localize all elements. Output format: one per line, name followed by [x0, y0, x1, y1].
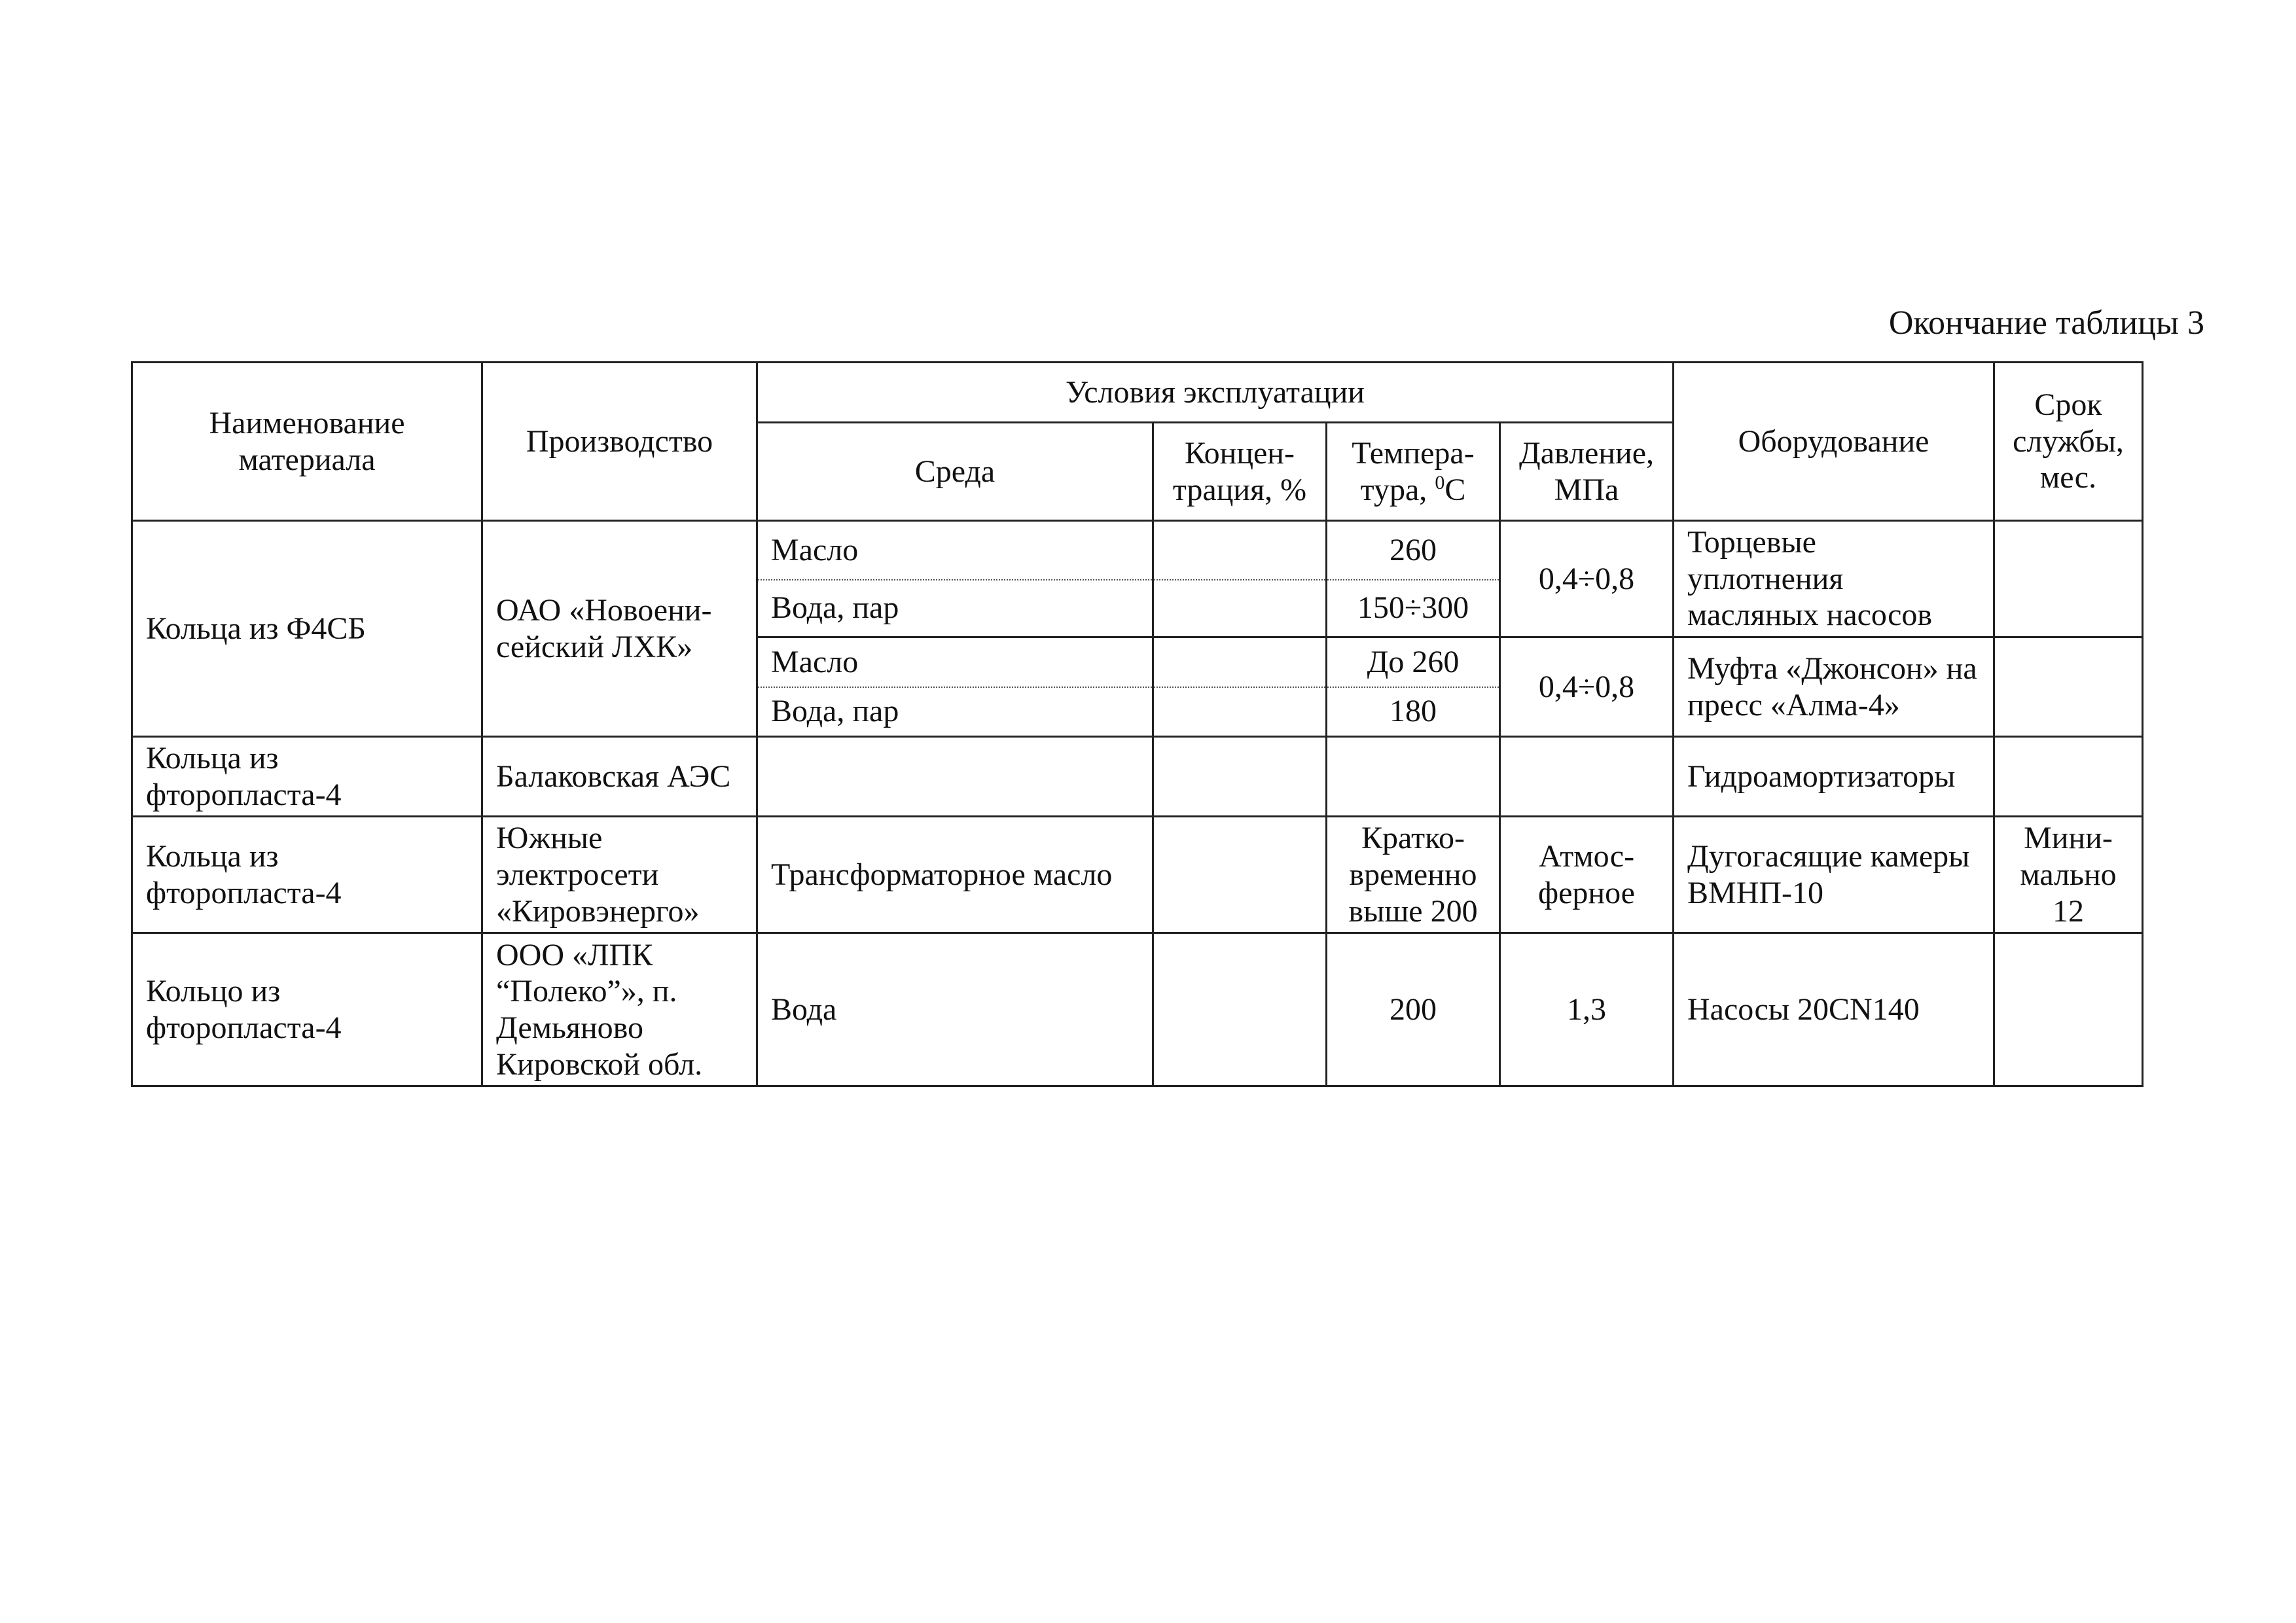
header-conditions: Условия эксплуатации	[757, 363, 1674, 423]
cell-temperature: 150÷300	[1327, 580, 1500, 637]
cell-medium	[757, 737, 1153, 817]
cell-lifetime	[1994, 737, 2143, 817]
cell-equipment: Муфта «Джонсон» на пресс «Алма-4»	[1674, 637, 1994, 737]
header-temperature-sup: 0	[1435, 471, 1445, 493]
header-pressure: Давление, МПа	[1500, 423, 1674, 521]
cell-producer: Южные электросети «Кировэнерго»	[482, 817, 757, 933]
cell-concentration	[1153, 637, 1327, 687]
cell-pressure: 0,4÷0,8	[1500, 637, 1674, 737]
table-row	[132, 817, 2143, 933]
table-row	[132, 737, 2143, 817]
cell-name: Кольца из фторопласта-4	[132, 817, 482, 933]
cell-producer: Балаковская АЭС	[482, 737, 757, 817]
cell-temperature: До 260	[1327, 637, 1500, 687]
header-temperature-a: Темпера-	[1352, 435, 1475, 471]
cell-concentration	[1153, 817, 1327, 933]
cell-temperature: 180	[1327, 687, 1500, 737]
cell-lifetime	[1994, 933, 2143, 1086]
cell-concentration	[1153, 580, 1327, 637]
cell-temperature: 200	[1327, 933, 1500, 1086]
header-temperature	[1327, 423, 1500, 521]
cell-lifetime: Мини-мально 12	[1994, 817, 2143, 933]
cell-producer: ООО «ЛПК “Полеко”», п. Демьяново Кировской обл.	[482, 933, 757, 1086]
table-row	[132, 521, 2143, 580]
cell-medium: Масло	[757, 637, 1153, 687]
cell-pressure: 1,3	[1500, 933, 1674, 1086]
cell-name: Кольца из Ф4СБ	[132, 521, 482, 737]
cell-medium: Вода	[757, 933, 1153, 1086]
cell-equipment: Насосы 20CN140	[1674, 933, 1994, 1086]
cell-equipment: Гидроамортизаторы	[1674, 737, 1994, 817]
header-lifetime: Срок службы, мес.	[1994, 363, 2143, 521]
cell-name: Кольца из фторопласта-4	[132, 737, 482, 817]
header-name: Наименование материала	[132, 363, 482, 521]
header-temperature-b: тура,	[1360, 472, 1435, 507]
cell-pressure: Атмос-ферное	[1500, 817, 1674, 933]
header-medium: Среда	[757, 423, 1153, 521]
header-row-1	[132, 363, 2143, 423]
cell-medium: Вода, пар	[757, 687, 1153, 737]
cell-medium: Трансформаторное масло	[757, 817, 1153, 933]
cell-equipment: Торцевые уплотнения масляных насосов	[1674, 521, 1994, 637]
cell-pressure	[1500, 737, 1674, 817]
cell-temperature	[1327, 737, 1500, 817]
cell-producer: ОАО «Новоени-сейский ЛХК»	[482, 521, 757, 737]
cell-temperature: Кратко-временно выше 200	[1327, 817, 1500, 933]
cell-medium: Масло	[757, 521, 1153, 580]
cell-concentration	[1153, 933, 1327, 1086]
cell-temperature: 260	[1327, 521, 1500, 580]
header-concentration: Концен-трация, %	[1153, 423, 1327, 521]
header-temperature-unit: С	[1444, 472, 1466, 507]
cell-equipment: Дугогасящие камеры ВМНП-10	[1674, 817, 1994, 933]
cell-name: Кольцо из фторопласта-4	[132, 933, 482, 1086]
cell-concentration	[1153, 737, 1327, 817]
cell-concentration	[1153, 521, 1327, 580]
cell-lifetime	[1994, 637, 2143, 737]
table-row	[132, 933, 2143, 1086]
cell-pressure: 0,4÷0,8	[1500, 521, 1674, 637]
header-producer: Производство	[482, 363, 757, 521]
cell-medium: Вода, пар	[757, 580, 1153, 637]
cell-lifetime	[1994, 521, 2143, 637]
cell-concentration	[1153, 687, 1327, 737]
materials-table	[131, 361, 2144, 1087]
header-equipment: Оборудование	[1674, 363, 1994, 521]
table-caption: Окончание таблицы 3	[1888, 304, 2204, 342]
